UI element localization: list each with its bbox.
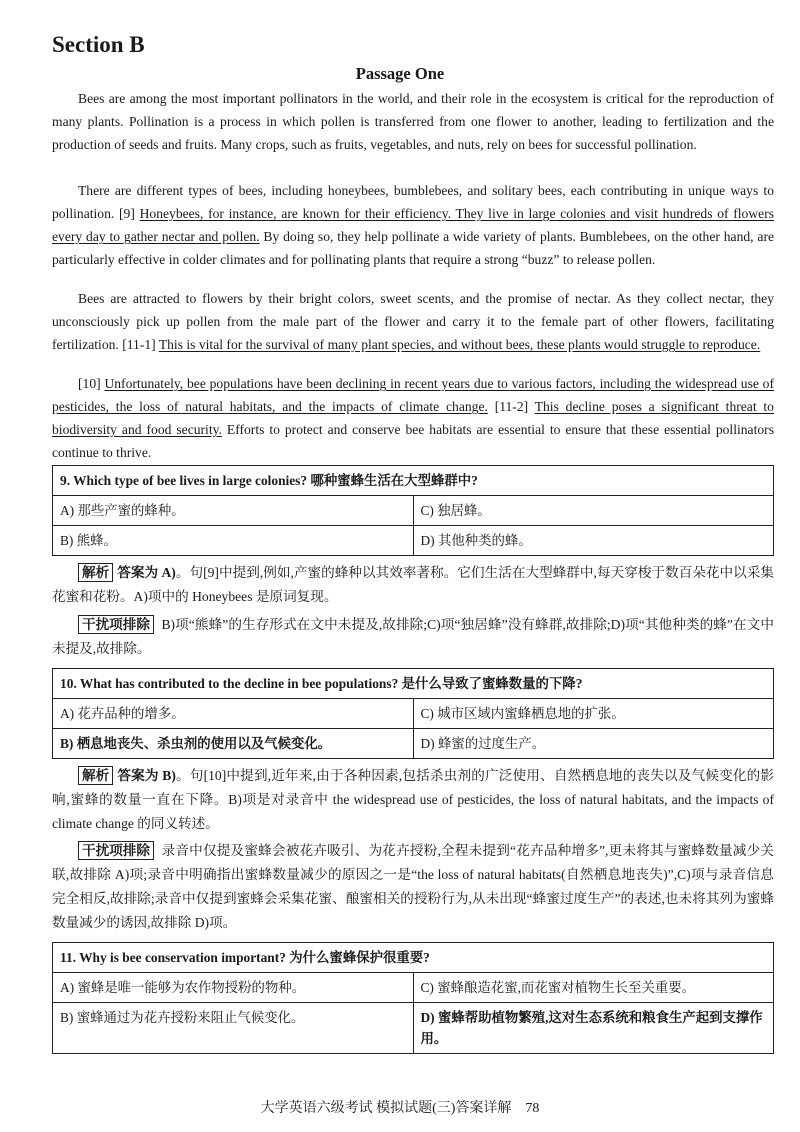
q9-analysis — [52, 561, 774, 609]
question-10-text: 10. What has contributed to the decline in bee populations? 是什么导致了蜜蜂数量的下降? — [53, 669, 774, 699]
distractor-text: B)项“熊蜂”的生存形式在文中未提及,故排除;C)项“独居蜂”没有蜂群,故排除;D)项“其他种类的蜂”在文中未提及,故排除。 — [52, 617, 774, 656]
underlined-text: Unfortunately, bee populations have been declining in recent years due to various factors, including the widespread use of pesticides, the loss of natural habitats, and the impacts of climate change. — [52, 376, 775, 414]
underlined-text: This decline poses a significant threat to biodiversity and food security. — [52, 399, 774, 437]
q9-distractor — [52, 613, 774, 661]
option-a: A) 蜜蜂是唯一能够为农作物授粉的物种。 — [53, 973, 414, 1003]
paragraph-text: [11-2] — [487, 399, 535, 414]
analysis-text: 。句[10]中提到,近年来,由于各种因素,包括杀虫剂的广泛使用、自然栖息地的丧失以及气候变化的影响,蜜蜂的数量一直在下降。B)项是对录音中 the widespread use of pesticides, the loss of natural habitats, and the impacts of climate change 的同义转述。 — [52, 768, 775, 831]
option-c: C) 蜜蜂酿造花蜜,而花蜜对植物生长至关重要。 — [413, 973, 774, 1003]
paragraph-text: Bees are attracted to flowers by their bright colors, sweet scents, and the promise of nectar. As they collect nectar, they unconsciously pick up pollen from the male part of the flower and carry it to the female part of other flowers, facilitating fertilization. [11-1] — [52, 291, 774, 352]
section-title: Section B — [52, 32, 145, 57]
distractor-tag: 干扰项排除 — [78, 841, 154, 860]
q10-analysis — [52, 764, 774, 836]
passage-title: Passage One — [355, 64, 445, 83]
paragraph-text: Bees are among the most important pollinators in the world, and their role in the ecosystem is critical for the reproduction of many plants. Pollination is a process in which pollen is transferred from one flower to another, leading to fertilization and the production of seeds and fruits. Many crops, such as fruits, vegetables, and nuts, rely on bees for successful pollination. — [52, 91, 774, 152]
q10-distractor — [52, 839, 774, 935]
page-footer: 大学英语六级考试 模拟试题(三)答案详解 78 — [260, 1101, 540, 1116]
passage-paragraph-3 — [52, 287, 774, 356]
option-b: B) 熊蜂。 — [53, 526, 414, 556]
option-a: A) 花卉品种的增多。 — [53, 699, 414, 729]
question-9-table — [52, 465, 774, 556]
question-9-text: 9. Which type of bee lives in large colonies? 哪种蜜蜂生活在大型蜂群中? — [53, 466, 774, 496]
paragraph-text: There are different types of bees, including honeybees, bumblebees, and solitary bees, each contributing in unique ways to pollination. [9] — [52, 183, 774, 221]
passage-paragraph-1 — [52, 87, 774, 156]
question-10-table — [52, 668, 774, 759]
option-c: C) 城市区域内蜜蜂栖息地的扩张。 — [413, 699, 774, 729]
option-c: C) 独居蜂。 — [413, 496, 774, 526]
option-b: B) 蜜蜂通过为花卉授粉来阻止气候变化。 — [53, 1003, 414, 1054]
paragraph-text: [10] — [78, 376, 105, 391]
analysis-tag: 解析 — [78, 563, 113, 582]
option-d: D) 蜜蜂帮助植物繁殖,这对生态系统和粮食生产起到支撑作用。 — [413, 1003, 774, 1054]
paragraph-text: By doing so, they help pollinate a wide variety of plants. Bumblebees, on the other hand, are particularly effective in colder climates and for pollinating plants that require a strong “buzz” to release pollen. — [52, 229, 775, 267]
underlined-text: This is vital for the survival of many plant species, and without bees, these plants would struggle to reproduce. — [158, 337, 761, 352]
passage-paragraph-4 — [52, 372, 774, 464]
option-b: B) 栖息地丧失、杀虫剂的使用以及气候变化。 — [53, 729, 414, 759]
option-a: A) 那些产蜜的蜂种。 — [53, 496, 414, 526]
analysis-tag: 解析 — [78, 766, 113, 785]
answer-text: 答案为 A) — [117, 565, 176, 580]
question-11-table — [52, 942, 774, 1054]
question-11-text: 11. Why is bee conservation important? 为什么蜜蜂保护很重要? — [53, 943, 774, 973]
paragraph-text: Efforts to protect and conserve bee habitats are essential to ensure that these essential pollinators continue to thrive. — [52, 422, 774, 460]
passage-paragraph-2 — [52, 179, 774, 271]
distractor-tag: 干扰项排除 — [78, 615, 154, 634]
underlined-text: Honeybees, for instance, are known for their efficiency. They live in large colonies and visit hundreds of flowers every day to gather nectar and pollen. — [52, 206, 775, 244]
option-d: D) 蜂蜜的过度生产。 — [413, 729, 774, 759]
distractor-text: 录音中仅提及蜜蜂会被花卉吸引、为花卉授粉,全程未提到“花卉品种增多”,更未将其与蜜蜂数量减少关联,故排除 A)项;录音中明确指出蜜蜂数量减少的原因之一是“the loss of natural habitats(自然栖息地丧失)”,C)项与录音信息完全相反,故排除;录音中仅提到蜜蜂会采集花蜜、酿蜜相关的授粉行为,从未出现“蜂蜜过度生产”的表述,也未将其列为蜜蜂数量减少的诱因,故排除 D)项。 — [52, 843, 774, 930]
option-d: D) 其他种类的蜂。 — [413, 526, 774, 556]
analysis-text: 。句[9]中提到,例如,产蜜的蜂种以其效率著称。它们生活在大型蜂群中,每天穿梭于数百朵花中以采集花蜜和花粉。A)项中的 Honeybees 是原词复现。 — [52, 565, 774, 604]
answer-text: 答案为 B) — [117, 768, 176, 783]
